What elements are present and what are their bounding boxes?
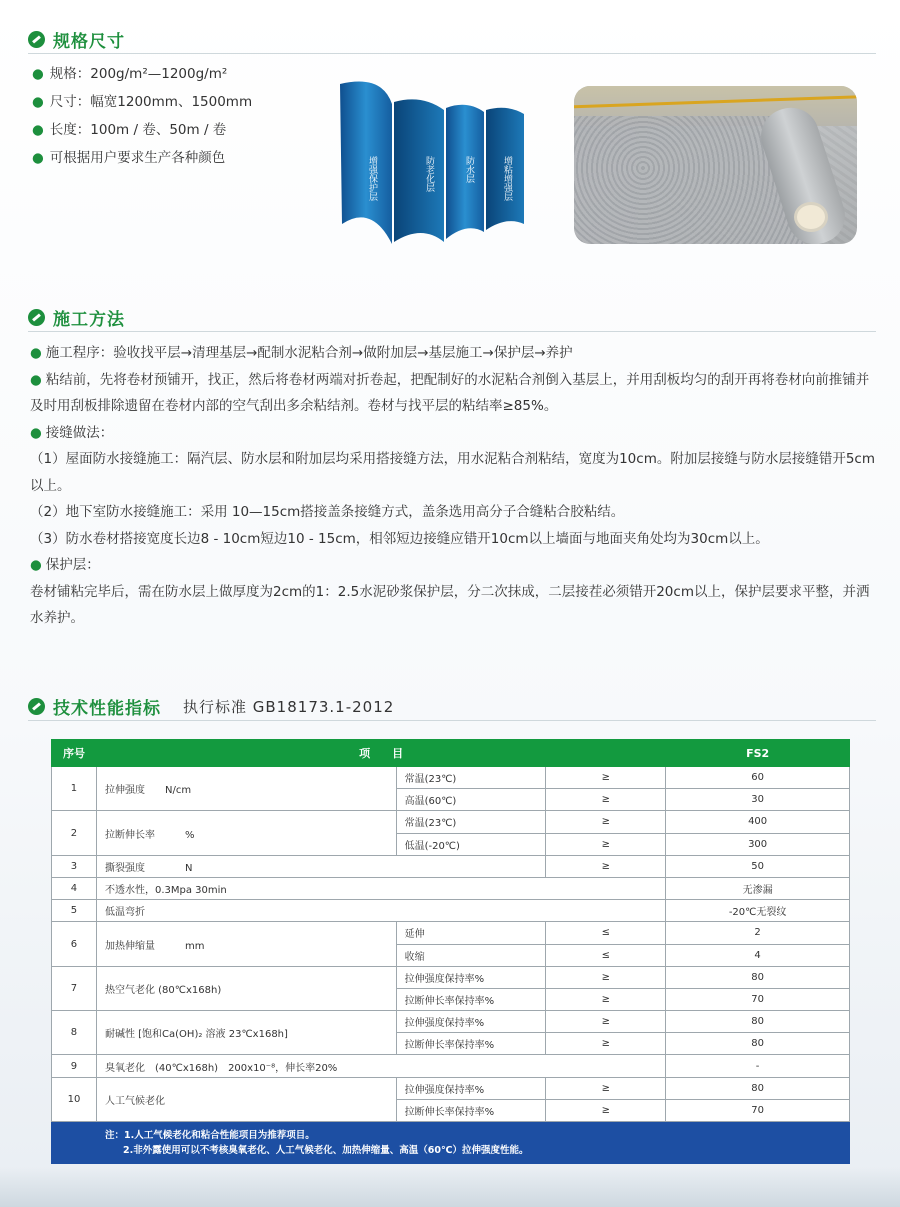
row-item: 臭氧老化 (40℃x168h) 200x10⁻⁸，伸长率20% (96, 1055, 665, 1077)
row-value: 70 (666, 988, 850, 1010)
table-row (52, 855, 850, 877)
spec-item (32, 144, 332, 172)
row-value: - (666, 1055, 850, 1077)
method-line (30, 552, 876, 579)
row-no: 9 (52, 1055, 97, 1077)
row-value: 80 (666, 966, 850, 988)
row-symbol: ≥ (546, 1077, 666, 1099)
row-symbol: ≥ (546, 988, 666, 1010)
table-row (52, 811, 850, 833)
bullet-icon: ● (30, 557, 42, 573)
row-symbol: ≥ (546, 811, 666, 833)
bullet-icon: ● (32, 66, 44, 82)
row-item: 人工气候老化 (96, 1077, 396, 1121)
row-condition: 拉伸强度保持率% (396, 966, 546, 988)
row-no: 6 (52, 922, 97, 966)
row-value: 400 (666, 811, 850, 833)
header-fs2: FS2 (666, 740, 850, 767)
header-no: 序号 (52, 740, 97, 767)
photo-roll-core (794, 202, 828, 232)
row-value: 70 (666, 1099, 850, 1121)
row-value: 80 (666, 1033, 850, 1055)
row-condition: 低温(-20℃) (396, 833, 546, 855)
pencil-circle-icon (28, 31, 45, 48)
spec-item (32, 116, 332, 144)
row-item: 低温弯折 (96, 900, 665, 922)
row-no: 3 (52, 855, 97, 877)
row-item: 热空气老化 (80℃x168h) (96, 966, 396, 1010)
method-line-text: 卷材铺粘完毕后，需在防水层上做厚度为2cm的1：2.5水泥砂浆保护层，分二次抹成，二层接茬必须错开20cm以上，保护层要求平整，并洒水养护。 (30, 583, 870, 626)
row-item: 撕裂强度 N (96, 855, 545, 877)
row-value: 300 (666, 833, 850, 855)
layer-label: 防水层 (464, 156, 474, 183)
tech-section-title: 技术性能指标 (53, 699, 161, 719)
row-condition: 高温(60℃) (396, 789, 546, 811)
bullet-icon: ● (30, 345, 42, 361)
table-row (52, 767, 850, 789)
row-condition: 延伸 (396, 922, 546, 944)
tech-standard: 执行标准 GB18173.1-2012 (183, 698, 395, 716)
spec-list (32, 60, 332, 172)
row-symbol: ≥ (546, 966, 666, 988)
row-symbol: ≥ (546, 855, 666, 877)
method-line-text: 接缝做法： (45, 424, 114, 441)
background-skyline (0, 1167, 900, 1207)
method-line (30, 367, 876, 420)
tech-spec-table (51, 739, 850, 1122)
row-value: 50 (666, 855, 850, 877)
row-value: 80 (666, 1077, 850, 1099)
method-line-text: 施工程序：验收找平层→清理基层→配制水泥粘合剂→做附加层→基层施工→保护层→养护 (45, 345, 573, 361)
layer-sheet (340, 82, 392, 245)
pencil-circle-icon (28, 698, 45, 715)
spec-item-label: 规格：200g/m²—1200g/m² (49, 66, 228, 82)
spec-section-header (28, 26, 876, 54)
method-line-text: （2）地下室防水接缝施工：采用 10—15cm搭接盖条接缝方式，盖条选用高分子合缝粘合胶粘结。 (30, 504, 625, 520)
row-no: 10 (52, 1077, 97, 1121)
row-no: 2 (52, 811, 97, 855)
layer-label: 增强保护层 (367, 156, 377, 201)
bullet-icon: ● (32, 150, 44, 166)
row-symbol: ≤ (546, 944, 666, 966)
spec-item-label: 可根据用户要求生产各种颜色 (49, 150, 226, 166)
row-symbol: ≥ (546, 1033, 666, 1055)
row-condition: 常温(23℃) (396, 811, 546, 833)
row-no: 1 (52, 767, 97, 811)
roll-installation-photo (574, 86, 857, 244)
table-row (52, 900, 850, 922)
layer-structure-illustration (332, 74, 532, 254)
table-notes (51, 1122, 850, 1164)
spec-item (32, 60, 332, 88)
method-section-title: 施工方法 (53, 310, 125, 330)
row-value: 60 (666, 767, 850, 789)
row-item: 加热伸缩量 mm (96, 922, 396, 966)
header-item: 项 目 (96, 740, 665, 767)
row-condition: 拉伸强度保持率% (396, 1077, 546, 1099)
layer-label: 增粘增强层 (502, 156, 512, 201)
method-line (30, 446, 876, 499)
method-line-text: （1）屋面防水接缝施工：隔汽层、防水层和附加层均采用搭接缝方法，用水泥粘合剂粘结，宽度为10cm。附加层接缝与防水层接缝错开5cm以上。 (30, 451, 876, 494)
row-value: 2 (666, 922, 850, 944)
pencil-circle-icon (28, 309, 45, 326)
row-value: 80 (666, 1011, 850, 1033)
row-symbol: ≥ (546, 789, 666, 811)
row-symbol: ≥ (546, 1011, 666, 1033)
table-row (52, 1011, 850, 1033)
table-row (52, 877, 850, 899)
spec-item-label: 尺寸：幅宽1200mm、1500mm (49, 94, 253, 110)
row-no: 7 (52, 966, 97, 1010)
method-line-text: 粘结前，先将卷材预铺开，找正，然后将卷材两端对折卷起，把配制好的水泥粘合剂倒入基层上，并用刮板均匀的刮开再将卷材向前推铺并及时用刮板排除遗留在卷材内部的空气刮出多余粘结剂。卷材与找平层的粘结率≥85%。 (30, 371, 870, 414)
bullet-icon: ● (32, 94, 44, 110)
method-line (30, 579, 876, 632)
method-section-header (28, 304, 876, 332)
bullet-icon: ● (30, 371, 42, 388)
row-item: 不透水性，0.3Mpa 30min (96, 877, 665, 899)
row-condition: 收缩 (396, 944, 546, 966)
method-line-text: 保护层： (45, 557, 100, 573)
row-no: 4 (52, 877, 97, 899)
row-symbol: ≥ (546, 1099, 666, 1121)
row-value: -20℃无裂纹 (666, 900, 850, 922)
spec-item (32, 88, 332, 116)
row-condition: 常温(23℃) (396, 767, 546, 789)
method-line (30, 420, 876, 447)
row-value: 30 (666, 789, 850, 811)
bullet-icon: ● (30, 424, 42, 441)
bullet-icon: ● (32, 122, 44, 138)
method-line (30, 526, 876, 553)
row-condition: 拉伸强度保持率% (396, 1011, 546, 1033)
layer-label: 防老化层 (424, 156, 434, 192)
table-row (52, 966, 850, 988)
row-condition: 拉断伸长率保持率% (396, 1033, 546, 1055)
row-condition: 拉断伸长率保持率% (396, 988, 546, 1010)
table-header-row (52, 740, 850, 767)
row-no: 8 (52, 1011, 97, 1055)
table-row (52, 1077, 850, 1099)
method-line-text: （3）防水卷材搭接宽度长边8 - 10cm短边10 - 15cm，相邻短边接缝应错开10cm以上墙面与地面夹角处均为30cm以上。 (30, 530, 769, 547)
row-value: 无渗漏 (666, 877, 850, 899)
row-item: 拉断伸长率 % (96, 811, 396, 855)
row-no: 5 (52, 900, 97, 922)
method-line (30, 340, 876, 367)
row-symbol: ≥ (546, 767, 666, 789)
row-item: 耐碱性 [饱和Ca(OH)₂ 溶液 23℃x168h] (96, 1011, 396, 1055)
row-value: 4 (666, 944, 850, 966)
spec-section-title: 规格尺寸 (53, 32, 125, 52)
method-line (30, 499, 876, 526)
row-symbol: ≥ (546, 833, 666, 855)
spec-item-label: 长度：100m / 卷、50m / 卷 (49, 122, 227, 138)
table-row (52, 922, 850, 944)
row-item: 拉伸强度 N/cm (96, 767, 396, 811)
table-row (52, 1055, 850, 1077)
note-line: 2.非外露使用可以不考核臭氧老化、人工气候老化、加热伸缩量、高温（60℃）拉伸强度性能。 (123, 1145, 529, 1156)
row-symbol: ≤ (546, 922, 666, 944)
layer-sheet (394, 99, 444, 242)
row-condition: 拉断伸长率保持率% (396, 1099, 546, 1121)
tech-section-header (28, 693, 876, 721)
note-line: 注：1.人工气候老化和粘合性能项目为推荐项目。 (105, 1130, 315, 1141)
method-text (30, 340, 876, 632)
